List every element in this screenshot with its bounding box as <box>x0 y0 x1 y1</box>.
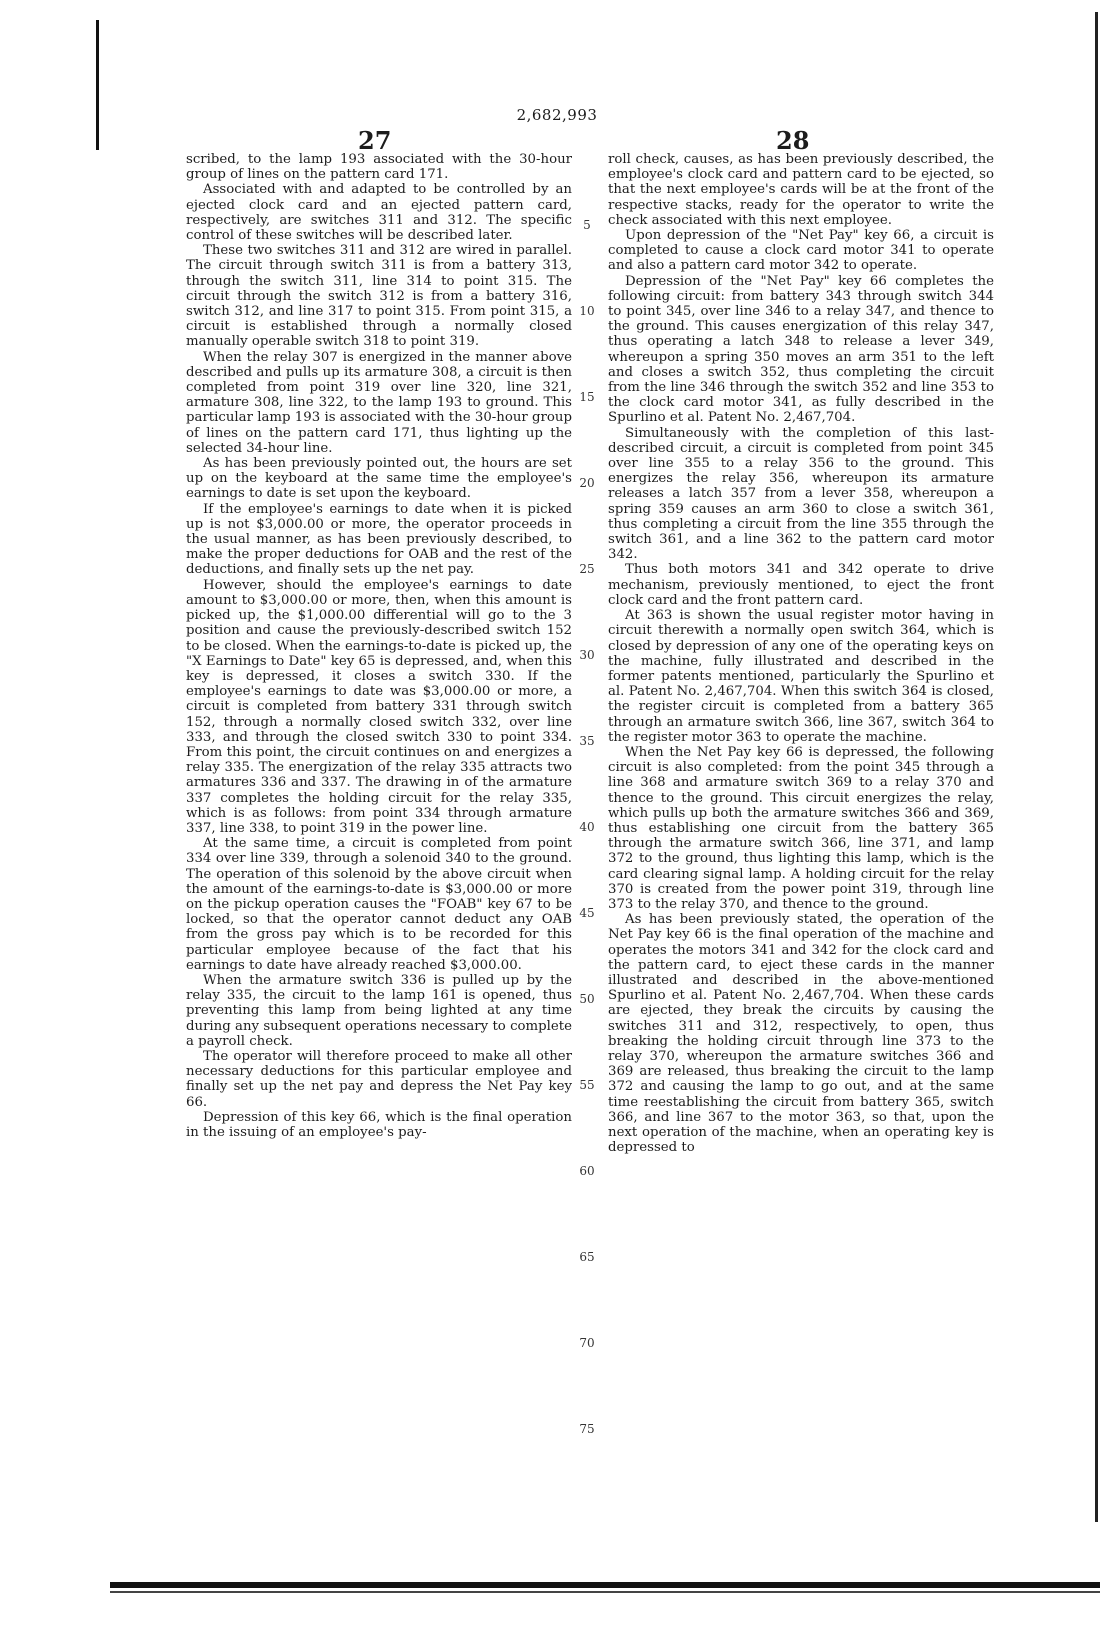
line-number: 50 <box>579 992 595 1006</box>
paragraph: When the relay 307 is energized in the manner above described and pulls up its armature 308, a circuit is then completed from point 319 over line 320, line 321, armature 308, line 322, to the lamp 193 to ground. This particular lamp 193 is associated with the 30-hour group of lines on the pattern card 171, thus lighting up the selected 34-hour line. <box>186 349 572 456</box>
paragraph: When the Net Pay key 66 is depressed, the following circuit is also completed: from the point 345 through a line 368 and armature switch 369 to a relay 370 and thence to the ground. This circuit energizes the relay, which pulls up both the armature switches 366 and 369, thus establishing one circuit from the battery 365 through the armature switch 366, line 371, and lamp 372 to the ground, thus lighting this lamp, which is the card clearing signal lamp. A holding circuit for the relay 370 is created from the power point 319, through line 373 to the relay 370, and thence to the ground. <box>608 744 994 912</box>
patent-number: 2,682,993 <box>516 106 598 124</box>
paragraph: As has been previously pointed out, the hours are set up on the keyboard at the same time the employee's earnings to date is set upon the keyboard. <box>186 456 572 502</box>
line-number: 55 <box>579 1078 595 1092</box>
paragraph: The operator will therefore proceed to make all other necessary deductions for this particular employee and finally set up the net pay and depress the Net Pay key 66. <box>186 1048 572 1110</box>
paragraph: roll check, causes, as has been previously described, the employee's clock card and pattern card to be ejected, so that the next employee's cards will be at the front of the respective stacks, ready for the operator to write the check associated with this next employee. <box>608 152 994 228</box>
line-number: 65 <box>579 1250 595 1264</box>
paragraph: At the same time, a circuit is completed from point 334 over line 339, through a solenoid 340 to the ground. The operation of this solenoid by the above circuit when the amount of the earnings-to-date is $3,000.00 or more on the pickup operation causes the "FOAB" key 67 to be locked, so that the operator cannot deduct any OAB from the gross pay which is to be recorded for this particular employee because of the fact that his earnings to date have already reached $3,000.00. <box>186 836 572 973</box>
line-number: 70 <box>579 1336 595 1350</box>
paragraph: If the employee's earnings to date when it is picked up is not $3,000.00 or more, the operator proceeds in the usual manner, as has been previously described, to make the proper deductions for OAB and the rest of the deductions, and finally sets up the net pay. <box>186 501 572 578</box>
line-number: 10 <box>579 304 595 318</box>
paragraph: Depression of this key 66, which is the final operation in the issuing of an employee's pay- <box>186 1109 572 1140</box>
paragraph: scribed, to the lamp 193 associated with the 30-hour group of lines on the pattern card 171. <box>186 152 572 183</box>
scan-edge-bottom <box>110 1582 1100 1588</box>
paragraph: Depression of the "Net Pay" key 66 completes the following circuit: from battery 343 through switch 344 to point 345, over line 346 to a relay 347, and thence to the ground. This causes energization of this relay 347, thus operating a latch 348 to release a lever 349, whereupon a spring 350 moves an arm 351 to the left and closes a switch 352, thus completing the circuit from the line 346 through the switch 352 and line 353 to the clock card motor 341, as fully described in the Spurlino et al. Patent No. 2,467,704. <box>608 273 994 426</box>
paragraph: At 363 is shown the usual register motor having in circuit therewith a normally open switch 364, which is closed by depression of any one of the operating keys on the machine, fully illustrated and described in the former patents mentioned, particularly the Spurlino et al. Patent No. 2,467,704. When this switch 364 is closed, the register circuit is completed from a battery 365 through an armature switch 366, line 367, switch 364 to the register motor 363 to operate the machine. <box>608 608 994 745</box>
scan-edge-right <box>1095 12 1098 1522</box>
right-column <box>608 152 994 1155</box>
page-number-right: 28 <box>776 126 810 155</box>
paragraph: Thus both motors 341 and 342 operate to drive mechanism, previously mentioned, to eject the front clock card and the front pattern card. <box>608 562 994 608</box>
line-number: 40 <box>579 820 595 834</box>
line-number: 20 <box>579 476 595 490</box>
line-number: 30 <box>579 648 595 662</box>
line-number: 15 <box>579 390 595 404</box>
scan-edge-left <box>96 20 99 150</box>
line-number: 45 <box>579 906 595 920</box>
page-number-left: 27 <box>358 126 392 155</box>
line-number: 5 <box>583 218 591 232</box>
line-number: 25 <box>579 562 595 576</box>
line-number: 60 <box>579 1164 595 1178</box>
paragraph: Simultaneously with the completion of this last-described circuit, a circuit is completed from point 345 over line 355 to a relay 356 to the ground. This energizes the relay 356, whereupon its armature releases a latch 357 from a lever 358, whereupon a spring 359 causes an arm 360 to close a switch 361, thus completing a circuit from the line 355 through the switch 361, and a line 362 to the pattern card motor 342. <box>608 425 994 563</box>
paragraph: When the armature switch 336 is pulled up by the relay 335, the circuit to the lamp 161 is opened, thus preventing this lamp from being lighted at any time during any subsequent operations necessary to complete a payroll check. <box>186 972 572 1049</box>
paragraph: Associated with and adapted to be controlled by an ejected clock card and an ejected pattern card, respectively, are switches 311 and 312. The specific control of these switches will be described later. <box>186 182 572 244</box>
scan-edge-bottom-thin <box>110 1591 1100 1593</box>
line-number: 75 <box>579 1422 595 1436</box>
paragraph: Upon depression of the "Net Pay" key 66, a circuit is completed to cause a clock card motor 341 to operate and also a pattern card motor 342 to operate. <box>608 228 994 274</box>
line-number: 35 <box>579 734 595 748</box>
paragraph: These two switches 311 and 312 are wired in parallel. The circuit through switch 311 is from a battery 313, through the switch 311, line 314 to point 315. The circuit through the switch 312 is from a battery 316, switch 312, and line 317 to point 315. From point 315, a circuit is established through a normally closed manually operable switch 318 to point 319. <box>186 243 572 350</box>
paragraph: However, should the employee's earnings to date amount to $3,000.00 or more, then, when this amount is picked up, the $1,000.00 differential will go to the 3 position and cause the previously-described switch 152 to be closed. When the earnings-to-date is picked up, the "X Earnings to Date" key 65 is depressed, and, when this key is depressed, it closes a switch 330. If the employee's earnings to date was $3,000.00 or more, a circuit is completed from battery 331 through switch 152, through a normally closed switch 332, over line 333, and through the closed switch 330 to point 334. From this point, the circuit continues on and energizes a relay 335. The energization of the relay 335 attracts two armatures 336 and 337. The drawing in of the armature 337 completes the holding circuit for the relay 335, which is as follows: from point 334 through armature 337, line 338, to point 319 in the power line. <box>186 577 572 836</box>
left-column <box>186 152 572 1140</box>
paragraph: As has been previously stated, the operation of the Net Pay key 66 is the final operation of the machine and operates the motors 341 and 342 for the clock card and the pattern card, to eject these cards in the manner illustrated and described in the above-mentioned Spurlino et al. Patent No. 2,467,704. When these cards are ejected, they break the circuits by causing the switches 311 and 312, respectively, to open, thus breaking the holding circuit through line 373 to the relay 370, whereupon the armature switches 366 and 369 are released, thus breaking the circuit to the lamp 372 and causing the lamp to go out, and at the same time reestablishing the circuit from battery 365, switch 366, and line 367 to the motor 363, so that, upon the next operation of the machine, when an operating key is depressed to <box>608 912 994 1156</box>
